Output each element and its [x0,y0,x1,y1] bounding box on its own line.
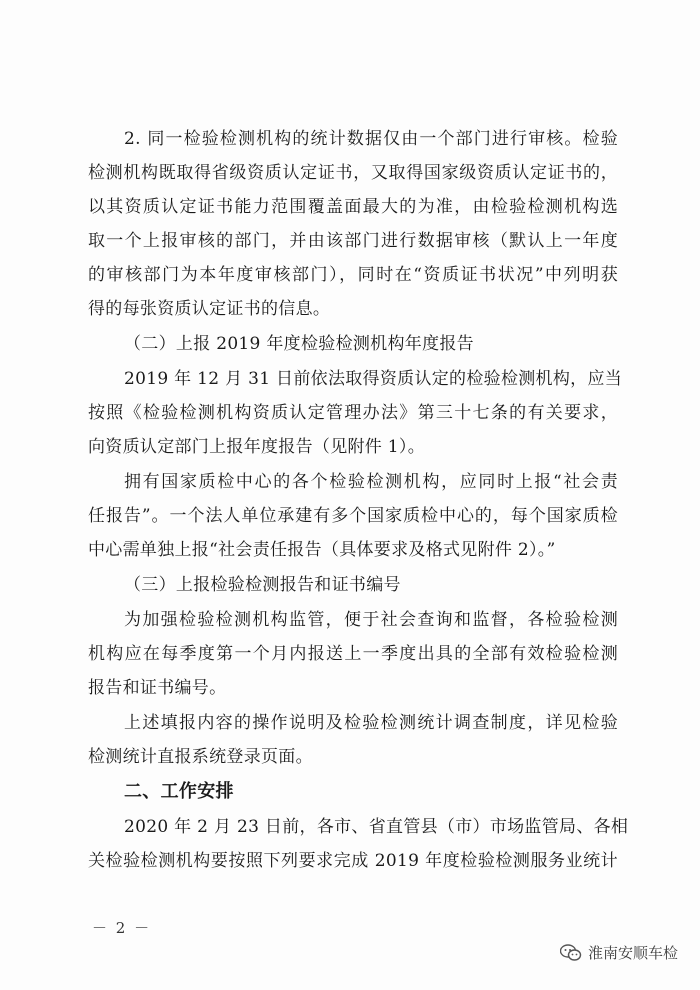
paragraph-line: 2. 同一检验检测机构的统计数据仅由一个部门进行审核。检验 [124,129,618,149]
paragraph-line: 取一个上报审核的部门，并由该部门进行数据审核（默认上一年度 [88,231,618,251]
paragraph-line: 机构应在每季度第一个月内报送上一季度出具的全部有效检验检测 [88,644,618,664]
chapter-heading: 二、工作安排 [124,781,234,802]
paragraph-line: 以其资质认定证书能力范围覆盖面最大的为准，由检验检测机构选 [88,197,618,217]
paragraph-line: 上述填报内容的操作说明及检验检测统计调查制度，详见检验 [124,713,618,733]
paragraph-line: 任报告”。一个法人单位承建有多个国家质检中心的，每个国家质检 [88,506,618,526]
paragraph-line: 2020 年 2 月 23 日前，各市、省直管县（市）市场监管局、各相 [124,817,629,837]
paragraph-line: 关检验检测机构要按照下列要求完成 2019 年度检验检测服务业统计 [88,851,618,871]
page-number: － 2 － [92,919,152,937]
wechat-icon [560,944,582,962]
paragraph-line: 拥有国家质检中心的各个检验检测机构，应同时上报“社会责 [124,472,618,492]
paragraph-line: 检测统计直报系统登录页面。 [88,747,313,767]
watermark [560,942,678,963]
paragraph-line: 检测机构既取得省级资质认定证书，又取得国家级资质认定证书的， [88,163,618,183]
paragraph-line: 为加强检验检测机构监管，便于社会查询和监督，各检验检测 [124,610,618,630]
watermark-text: 淮南安顺车检 [587,944,678,962]
paragraph-line: 的审核部门为本年度审核部门），同时在“资质证书状况”中列明获 [88,265,618,285]
section-heading: （二）上报 2019 年度检验检测机构年度报告 [124,334,474,354]
paragraph-line: 向资质认定部门上报年度报告（见附件 1）。 [88,437,426,457]
paragraph-line: 按照《检验检测机构资质认定管理办法》第三十七条的有关要求， [88,403,618,423]
paragraph-line: 中心需单独上报“社会责任报告（具体要求及格式见附件 2）。” [88,540,556,560]
paragraph-line: 得的每张资质认定证书的信息。 [88,299,331,319]
section-heading: （三）上报检验检测报告和证书编号 [124,575,401,595]
paragraph-line: 报告和证书编号。 [88,678,227,698]
paragraph-line: 2019 年 12 月 31 日前依法取得资质认定的检验检测机构，应当 [124,369,623,389]
